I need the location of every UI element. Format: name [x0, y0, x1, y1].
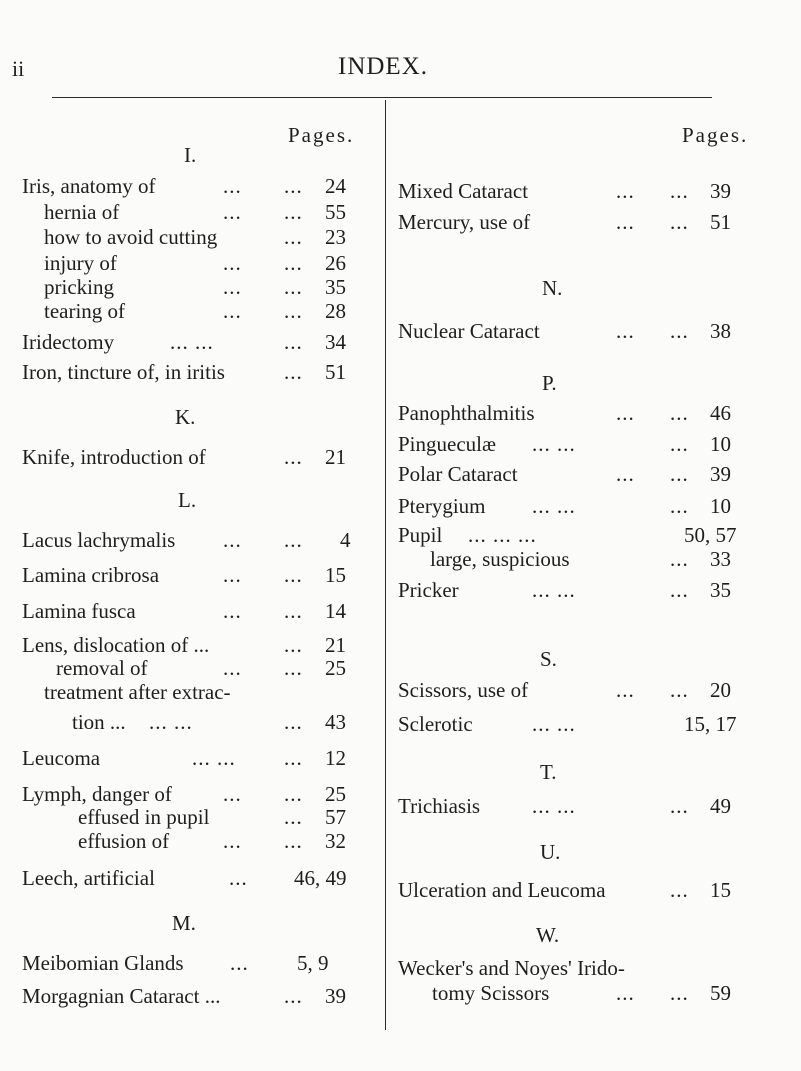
section-letter-p: P. — [542, 371, 557, 395]
section-letter-l: L. — [178, 488, 197, 512]
page-number: ii — [12, 56, 25, 81]
running-head: INDEX. — [338, 53, 429, 80]
section-letter-u: U. — [540, 840, 561, 864]
column-divider — [385, 100, 386, 1030]
section-letter-k: K. — [175, 405, 196, 429]
section-letter-n: N. — [542, 276, 563, 300]
section-letter-i: I. — [184, 143, 197, 167]
section-letter-w: W. — [536, 923, 560, 947]
section-letter-m: M. — [172, 911, 196, 935]
top-rule — [52, 97, 712, 98]
left-pages-label: Pages. — [288, 123, 355, 147]
right-pages-label: Pages. — [682, 123, 749, 147]
section-letter-t: T. — [540, 760, 557, 784]
section-letter-s: S. — [540, 647, 557, 671]
